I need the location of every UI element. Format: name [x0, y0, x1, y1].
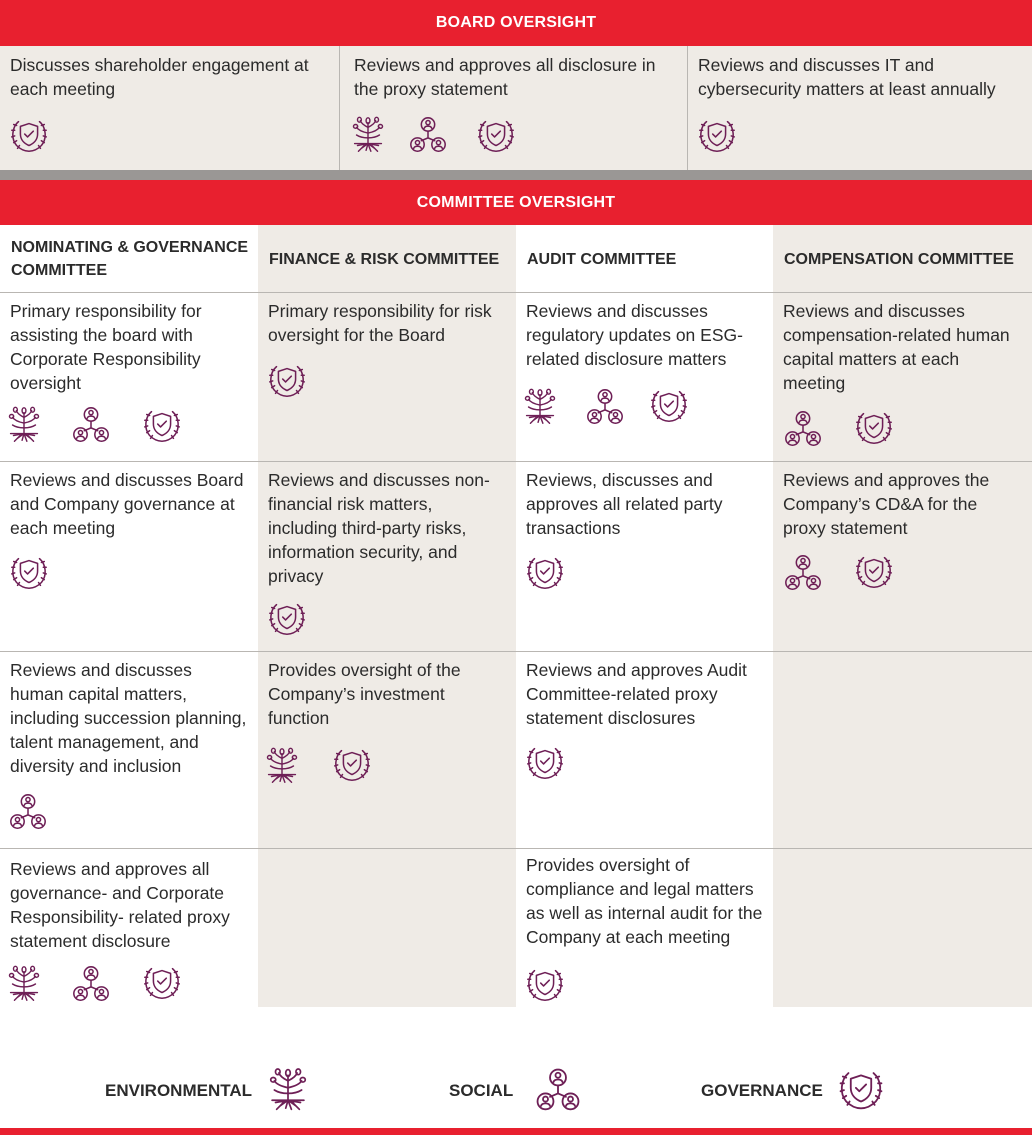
board-cell — [688, 46, 1032, 170]
social-icon — [533, 1065, 583, 1115]
footer-bar — [0, 1128, 1032, 1135]
committee-cell — [516, 461, 773, 651]
governance-icon — [648, 384, 690, 426]
cell-text: Reviews and approves all governance- and Corporate Responsibility- related proxy statement disclosure — [10, 859, 230, 951]
governance-icon — [853, 550, 895, 592]
cell-text: Reviews and approves the Company’s CD&A for the proxy statement — [783, 470, 990, 538]
governance-icon — [836, 1064, 886, 1114]
board-cell-text: Discusses shareholder engagement at each meeting — [10, 55, 309, 99]
header-nominating-governance — [0, 225, 258, 293]
header-finance-risk — [258, 225, 516, 293]
governance-icon — [266, 597, 308, 639]
committee-cell — [258, 461, 516, 651]
committee-cell — [773, 461, 1032, 651]
committee-oversight-title: COMMITTEE OVERSIGHT — [416, 193, 616, 211]
header-label: NOMINATING & GOVERNANCE COMMITTEE — [11, 239, 249, 279]
divider — [339, 46, 340, 170]
social-icon — [584, 386, 626, 428]
committee-cell — [0, 848, 258, 1007]
board-oversight-title: BOARD OVERSIGHT — [435, 14, 597, 31]
social-icon — [407, 114, 449, 156]
social-icon — [70, 963, 112, 1005]
governance-icon — [8, 114, 50, 156]
governance-icon — [8, 551, 50, 593]
committee-cell — [516, 848, 773, 1007]
governance-icon — [524, 741, 566, 783]
governance-icon — [853, 406, 895, 448]
committee-cell-empty — [258, 848, 516, 1007]
committee-cell-empty — [773, 848, 1032, 1007]
cell-text: Reviews and discusses compensation-related human capital matters at each meeting — [783, 301, 1010, 393]
cell-text: Primary responsibility for risk oversight for the Board — [268, 301, 492, 345]
header-label: COMPENSATION COMMITTEE — [784, 250, 1014, 268]
environmental-icon — [3, 404, 45, 446]
social-icon — [782, 552, 824, 594]
governance-icon — [331, 743, 373, 785]
header-compensation — [773, 225, 1032, 293]
committee-cell — [0, 292, 258, 461]
board-cell — [344, 46, 688, 170]
header-label: FINANCE & RISK COMMITTEE — [269, 250, 500, 268]
header-label: AUDIT COMMITTEE — [527, 250, 677, 268]
governance-icon — [524, 551, 566, 593]
committee-cell — [773, 292, 1032, 461]
committee-cell — [258, 292, 516, 461]
social-icon — [70, 404, 112, 446]
cell-text: Reviews and discusses human capital matters, including succession planning, talent management, and diversity and inclusion — [10, 660, 247, 776]
governance-icon — [696, 114, 738, 156]
cell-text: Reviews and discusses regulatory updates on ESG-related disclosure matters — [526, 301, 743, 369]
committee-cell — [0, 651, 258, 848]
legend-environmental-label: ENVIRONMENTAL — [105, 1081, 253, 1100]
cell-text: Provides oversight of the Company’s investment function — [268, 660, 461, 728]
committee-cell — [516, 292, 773, 461]
board-oversight-row — [0, 46, 1032, 170]
governance-icon — [475, 114, 517, 156]
committee-cell — [258, 651, 516, 848]
environmental-icon — [347, 114, 389, 156]
cell-text: Reviews and discusses non-financial risk matters, including third-party risks, information security, and privacy — [268, 470, 490, 586]
section-separator — [0, 170, 1032, 180]
governance-icon — [141, 961, 183, 1003]
environmental-icon — [3, 963, 45, 1005]
committee-oversight-banner — [0, 180, 1032, 225]
cell-text: Reviews and approves Audit Committee-related proxy statement disclosures — [526, 660, 747, 728]
cell-text: Reviews and discusses Board and Company governance at each meeting — [10, 470, 244, 538]
board-cell — [0, 46, 340, 170]
legend-governance-label: GOVERNANCE — [701, 1081, 823, 1100]
social-icon — [782, 408, 824, 450]
environmental-icon — [263, 1065, 313, 1115]
committee-cell — [0, 461, 258, 651]
header-audit — [516, 225, 773, 293]
environmental-icon — [519, 386, 561, 428]
social-icon — [7, 791, 49, 833]
governance-icon — [141, 404, 183, 446]
cell-text: Primary responsibility for assisting the board with Corporate Responsibility oversight — [10, 301, 202, 393]
board-cell-text: Reviews and approves all disclosure in the proxy statement — [354, 55, 656, 99]
board-oversight-banner — [0, 0, 1032, 46]
committee-cell — [516, 651, 773, 848]
governance-icon — [266, 359, 308, 401]
environmental-icon — [261, 745, 303, 787]
board-cell-text: Reviews and discusses IT and cybersecurity matters at least annually — [698, 55, 996, 99]
cell-text: Provides oversight of compliance and legal matters as well as internal audit for the Company at each meeting — [526, 855, 763, 947]
legend-social-label: SOCIAL — [449, 1081, 514, 1100]
legend — [0, 1040, 1032, 1130]
cell-text: Reviews, discusses and approves all related party transactions — [526, 470, 723, 538]
governance-icon — [524, 963, 566, 1005]
committee-cell-empty — [773, 651, 1032, 848]
